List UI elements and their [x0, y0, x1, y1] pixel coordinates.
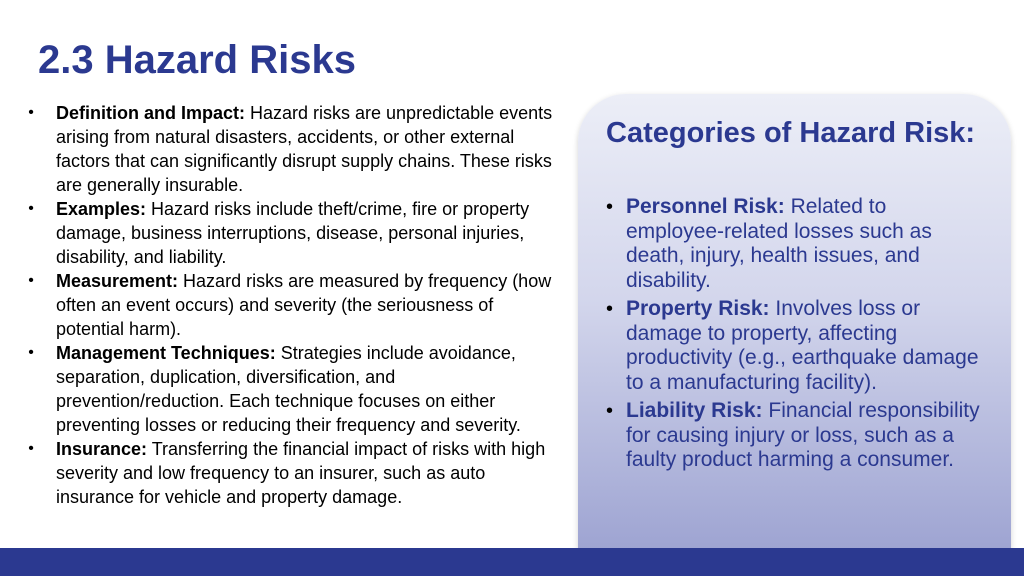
item-label: Liability Risk: [626, 399, 763, 422]
item-text: Strategies include avoidance, separation, duplication, diversification, and prevention/reduction. Each technique focuses on either preventing losses or reducing their frequency and severity. [56, 343, 521, 435]
item-text: Involves loss or damage to property, affecting productivity (e.g., earthquake damage to a manufacturing facility). [626, 297, 979, 394]
item-text: Related to employee-related losses such as death, injury, health issues, and disability. [626, 195, 932, 292]
list-item-measurement [24, 269, 564, 341]
item-text: Hazard risks are unpredictable events arising from natural disasters, accidents, or other external factors that can significantly disrupt supply chains. These risks are generally insurable. [56, 103, 553, 195]
item-label: Property Risk: [626, 297, 770, 320]
item-text: Financial responsibility for causing injury or loss, such as a faulty product harming a consumer. [626, 399, 980, 471]
item-text: Hazard risks are measured by frequency (how often an event occurs) and severity (the seriousness of potential harm). [56, 271, 552, 339]
bullet-icon: • [28, 344, 34, 361]
item-label: Management Techniques: [56, 343, 276, 363]
item-label: Personnel Risk: [626, 195, 785, 218]
item-label: Insurance: [56, 439, 148, 459]
list-item-insurance [24, 437, 564, 509]
bullet-icon: • [28, 440, 34, 457]
bullet-icon: • [606, 400, 614, 422]
list-item-definition [24, 101, 564, 197]
list-item-management-techniques [24, 341, 564, 437]
item-text: Transferring the financial impact of risks with high severity and low frequency to an insurer, such as auto insurance for vehicle and property damage. [56, 439, 546, 507]
bullet-icon: • [606, 196, 614, 218]
item-text: Hazard risks include theft/crime, fire or property damage, business interruptions, disease, personal injuries, disability, and liability. [56, 199, 530, 267]
page-title: 2.3 Hazard Risks [38, 38, 356, 82]
list-item-property-risk [606, 297, 986, 395]
categories-list [606, 195, 986, 477]
list-item-examples [24, 197, 564, 269]
panel-title: Categories of Hazard Risk: [606, 117, 976, 149]
footer-bar [0, 548, 1024, 576]
bullet-icon: • [28, 104, 34, 121]
hazard-risk-bullet-list [24, 101, 564, 509]
bullet-icon: • [28, 200, 34, 217]
bullet-icon: • [28, 272, 34, 289]
item-label: Examples: [56, 199, 147, 219]
list-item-personnel-risk [606, 195, 986, 293]
categories-panel [578, 94, 1011, 550]
item-label: Measurement: [56, 271, 179, 291]
item-label: Definition and Impact: [56, 103, 245, 123]
bullet-icon: • [606, 298, 614, 320]
list-item-liability-risk [606, 399, 986, 473]
